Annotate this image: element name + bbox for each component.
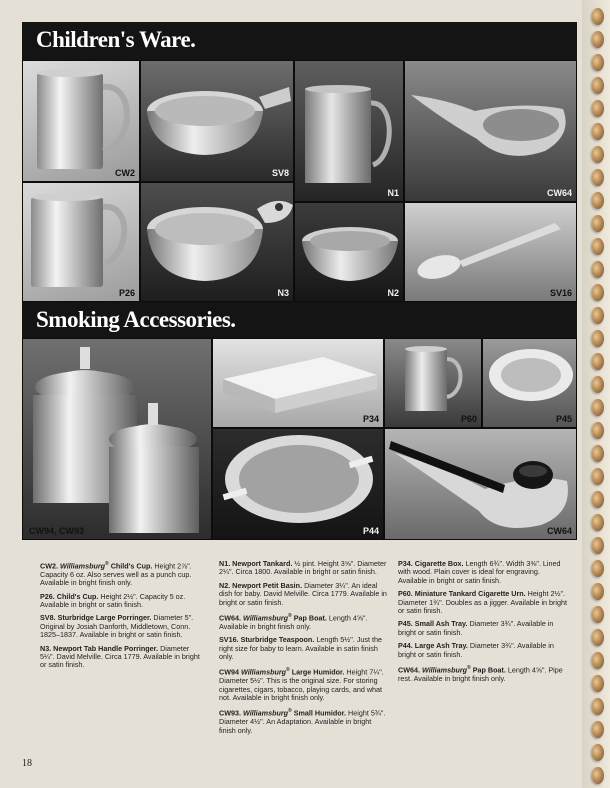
photo-p45-small-ash-tray [482, 338, 577, 428]
binding-ring [592, 606, 604, 623]
binding-ring [592, 422, 604, 439]
product-details: Height 2½". Capacity 5 oz. Available in bright or satin finish. [40, 591, 186, 610]
binding-ring [592, 238, 604, 255]
product-code: SV8 [271, 168, 289, 178]
description-column-1 [40, 560, 204, 675]
product-title: SV8. Sturbridge Large Porringer. [40, 613, 152, 623]
product-code: CW94, CW93 [29, 526, 85, 536]
product-code: SV16 [549, 288, 572, 298]
product-title: P45. Small Ash Tray. [398, 619, 468, 629]
product-description [219, 707, 389, 735]
product-title-cont: Pap Boat. [291, 613, 327, 623]
product-title: CW2. [40, 561, 60, 571]
product-details: Diameter 3¾". Available in bright or satin finish. [398, 619, 554, 637]
binding-ring [592, 123, 604, 140]
binding-ring [592, 767, 604, 784]
product-code: P34 [362, 414, 379, 424]
binding-ring [592, 330, 604, 347]
registered-mark: ® [286, 667, 290, 674]
product-title-cont: Child's Cup. [108, 561, 153, 571]
product-code: CW2 [115, 168, 135, 178]
brand-name: Williamsburg [240, 667, 287, 677]
description-column-2 [219, 560, 389, 740]
binding-ring [592, 468, 604, 485]
binding-ring [592, 399, 604, 416]
binding-ring [592, 491, 604, 508]
binding-ring [592, 698, 604, 715]
humidors-illustration [23, 339, 212, 540]
product-code: P44 [362, 526, 379, 536]
binding-ring [592, 169, 604, 186]
porringer-illustration [141, 61, 294, 182]
binding-ring [592, 721, 604, 738]
product-title: CW93. [219, 708, 243, 718]
product-title-cont: Large Humidor. [289, 667, 345, 677]
binding-ring [592, 31, 604, 48]
binding-ring [592, 744, 604, 761]
product-details: Length 5½". Just the right size for baby to learn. Available in satin finish only. [219, 635, 383, 662]
product-title-cont: Pap Boat. [470, 665, 506, 675]
product-title: P44. Large Ash Tray. [398, 641, 468, 651]
binding-ring [592, 537, 604, 554]
section-header-childrens-ware [22, 22, 577, 60]
product-details: Diameter 3¾". Available in bright or satin finish. [398, 641, 554, 659]
photo-p26-childs-cup [22, 182, 140, 302]
product-description [40, 560, 204, 588]
product-details: Length 4⅝". Available in bright finish only. [219, 613, 368, 631]
binding-ring [592, 8, 604, 25]
binding-ring [592, 307, 604, 324]
spiral-binding [582, 0, 610, 788]
product-title: N2. Newport Petit Basin. [219, 580, 303, 590]
registered-mark: ® [288, 708, 292, 715]
photo-n2-basin [294, 202, 404, 302]
product-details: Height 2½". Diameter 1¾". Doubles as a jigger. Available in bright or satin finish. [398, 589, 568, 616]
section-header-smoking-accessories [22, 302, 577, 338]
binding-ring [592, 77, 604, 94]
photo-n3-porringer [140, 182, 294, 302]
ash-tray-illustration [213, 429, 384, 540]
section-title: Smoking Accessories. [36, 307, 236, 332]
product-title: CW94 [219, 667, 241, 677]
product-title: CW64. [398, 665, 422, 675]
description-column-3 [398, 560, 570, 688]
product-code: P60 [460, 414, 477, 424]
product-title: P26. Child's Cup. [40, 591, 99, 601]
brand-name: Williamsburg [59, 561, 106, 571]
binding-ring [592, 583, 604, 600]
porringer-illustration [141, 183, 294, 302]
binding-ring [592, 215, 604, 232]
binding-ring [592, 54, 604, 71]
pap-boat-illustration [405, 61, 577, 202]
product-title: SV16. Sturbridge Teaspoon. [219, 635, 315, 645]
photo-cw2-childs-cup [22, 60, 140, 182]
product-details: Length 6¾". Width 3⅜". Lined with wood. Plain cover is ideal for engraving. Available in bright or satin finish. [398, 559, 561, 585]
registered-mark: ® [467, 665, 471, 672]
binding-ring [592, 652, 604, 669]
photo-p60-cigarette-urn [384, 338, 482, 428]
product-title: P34. Cigarette Box. [398, 559, 464, 568]
cup-illustration [23, 61, 140, 182]
product-description [398, 642, 570, 659]
product-code: N3 [277, 288, 289, 298]
product-description [40, 593, 204, 610]
photo-n1-tankard [294, 60, 404, 202]
product-description [40, 614, 204, 639]
product-description [398, 560, 570, 585]
binding-ring [592, 284, 604, 301]
product-title: N3. Newport Tab Handle Porringer. [40, 643, 159, 653]
binding-ring [592, 629, 604, 646]
product-title: CW64. [219, 613, 243, 623]
product-details: Diameter 3¼". An ideal dish for baby. David Melville. Circa 1779. Available in bright or satin finish. [219, 580, 387, 607]
photo-sv8-porringer [140, 60, 294, 182]
tankard-illustration [295, 61, 404, 202]
product-description [398, 664, 570, 683]
registered-mark: ® [105, 561, 109, 567]
binding-ring [592, 353, 604, 370]
product-description [219, 582, 389, 607]
binding-ring [592, 445, 604, 462]
box-illustration [213, 339, 384, 428]
binding-ring [592, 514, 604, 531]
product-description [40, 645, 204, 670]
product-details: Length 4⅝". Pipe rest. Available in bright finish only. [398, 665, 563, 683]
photo-sv16-teaspoon [404, 202, 577, 302]
product-code: CW64 [546, 188, 572, 198]
product-details: Diameter 5¼". David Melville. Circa 1779. Available in bright or satin finish. [40, 643, 200, 670]
product-code: N1 [387, 188, 399, 198]
registered-mark: ® [288, 613, 292, 620]
product-details: Diameter 5". Original by Josiah Danforth, Middletown, Conn. 1825–1837. Available in bright or satin finish. [40, 613, 194, 640]
product-code: P26 [118, 288, 135, 298]
section-title: Children's Ware. [36, 27, 196, 52]
product-description [219, 636, 389, 661]
cup-illustration [23, 183, 140, 302]
binding-ring [592, 376, 604, 393]
binding-ring [592, 146, 604, 163]
binding-ring [592, 100, 604, 117]
pipe-rest-illustration [385, 429, 577, 540]
product-description [398, 620, 570, 637]
brand-name: Williamsburg [421, 665, 468, 675]
brand-name: Williamsburg [242, 613, 289, 623]
product-title: N1. Newport Tankard. [219, 559, 293, 568]
product-description [219, 612, 389, 631]
product-title-cont: Small Humidor. [291, 708, 347, 718]
product-description [219, 560, 389, 577]
product-code: P45 [555, 414, 572, 424]
binding-ring [592, 192, 604, 209]
page-number: 18 [22, 758, 32, 769]
brand-name: Williamsburg [242, 708, 289, 718]
photo-p34-cigarette-box [212, 338, 384, 428]
product-details: ½ pint. Height 3⅝". Diameter 2¼". Circa 1800. Available in bright or satin finish. [219, 559, 387, 577]
binding-ring [592, 261, 604, 278]
product-title: P60. Miniature Tankard Cigarette Urn. [398, 589, 526, 599]
binding-ring [592, 675, 604, 692]
photo-p44-large-ash-tray [212, 428, 384, 540]
product-code: N2 [387, 288, 399, 298]
product-description [219, 666, 389, 702]
binding-ring [592, 560, 604, 577]
product-details: Height 2⅞". Capacity 6 oz. Also serves well as a punch cup. Available in bright finish only. [40, 561, 192, 588]
product-details: Height 7¼". Diameter 5½". This is the original size. For storing cigarettes, cigars, tobacco, playing cards, and what not. Available in bright finish only. [219, 667, 384, 703]
photo-cw64-pipe-rest [384, 428, 577, 540]
photo-cw64-pap-boat [404, 60, 577, 202]
product-description [398, 590, 570, 615]
product-details: Height 5¾". Diameter 4½". An Adaptation. Available in bright finish only. [219, 708, 386, 735]
product-code: CW64 [546, 526, 572, 536]
photo-cw94-cw93-humidors [22, 338, 212, 540]
